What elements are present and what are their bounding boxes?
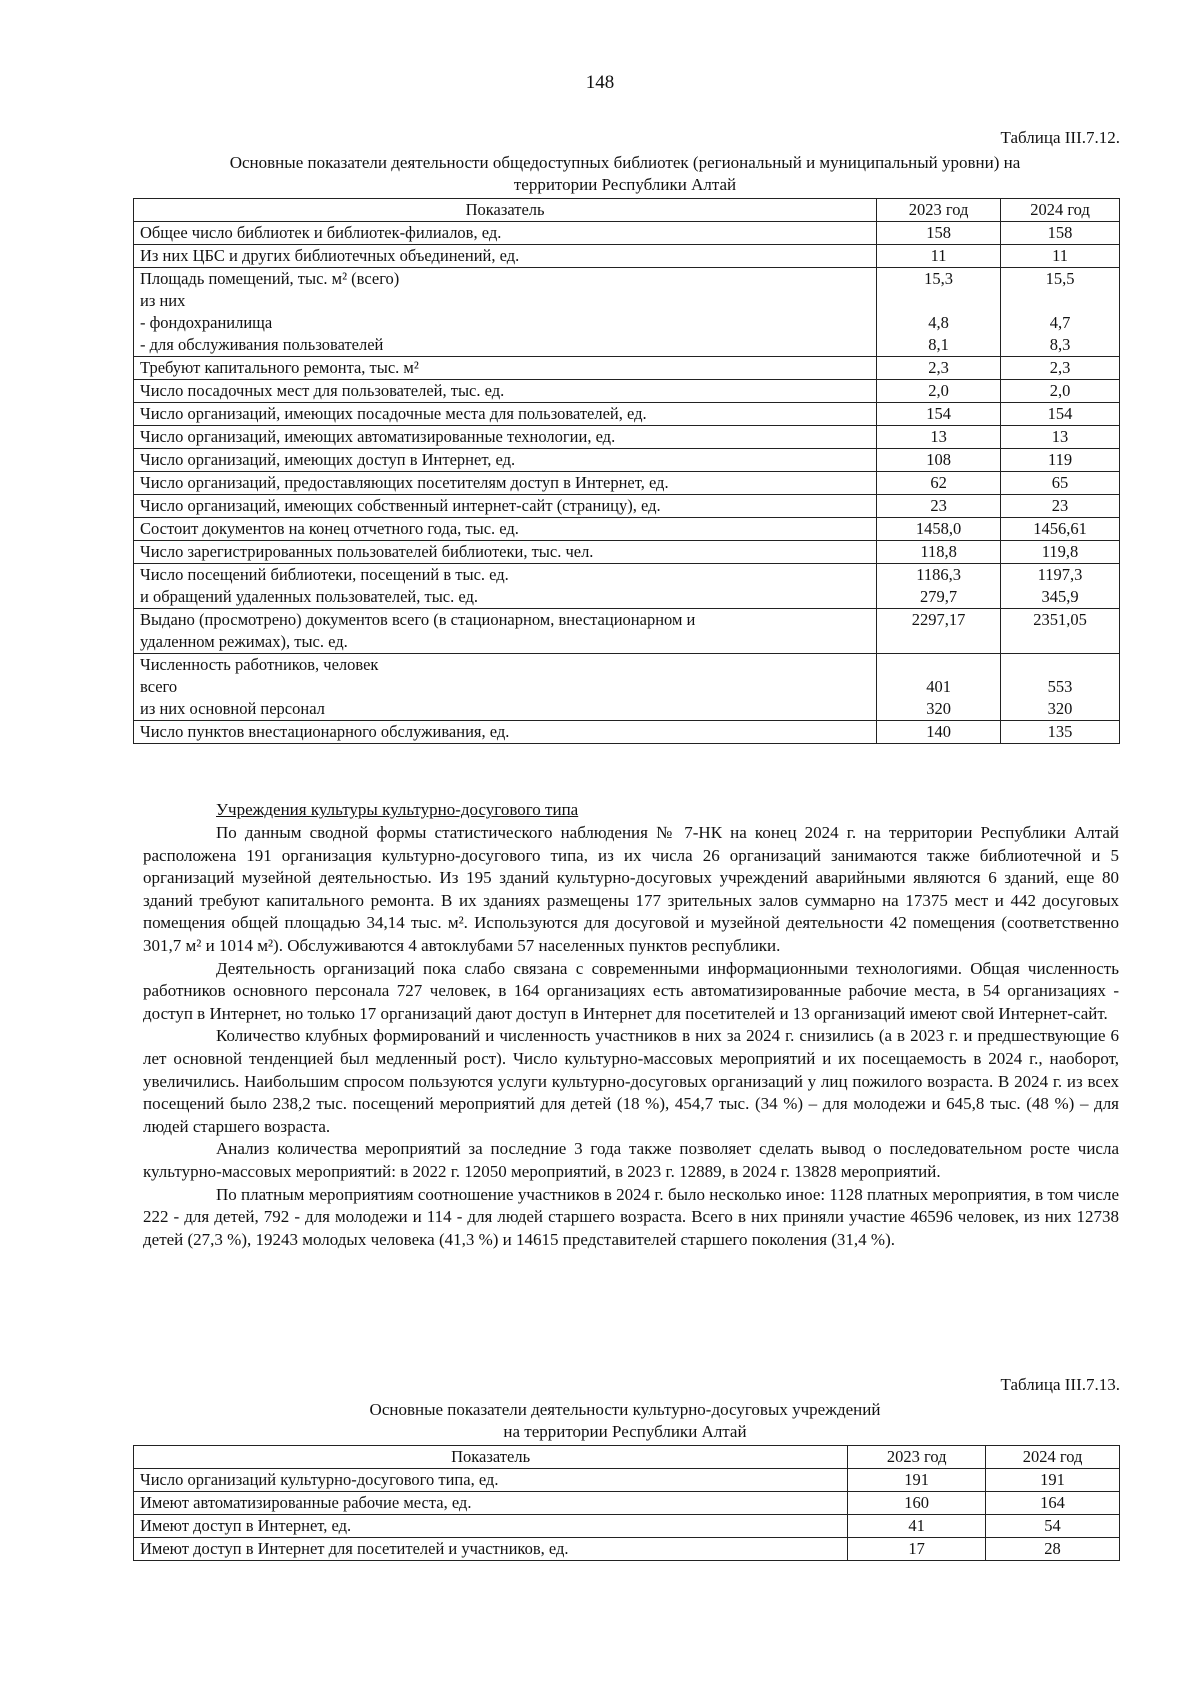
table-row xyxy=(134,1538,1120,1561)
table-row xyxy=(134,721,1120,744)
value-2023: 191 xyxy=(848,1469,986,1492)
paragraph: Количество клубных формирований и численность участников в них за 2024 г. снизились (а в 2023 г. и предшествующие 6 лет основной тенденцией был медленный рост). Число культурно-массовых мероприятий и их посещаемость в 2024 г., наоборот, увеличились. Наибольшим спросом пользуются услуги культурно-досуговых организаций у лиц пожилого возраста. В 2024 г. из всех посещений было 238,2 тыс. посещений мероприятий для детей (18 %), 454,7 тыс. (34 %) – для молодежи и 645,8 тыс. (48 %) – для людей старшего возраста. xyxy=(143,1026,1119,1136)
section-heading: Учреждения культуры культурно-досугового типа xyxy=(216,800,579,819)
table-row xyxy=(134,654,1120,721)
row-label: Число организаций, имеющих посадочные места для пользователей, ед. xyxy=(134,403,877,426)
value: 279,7 xyxy=(920,587,958,606)
value-2023: 140 xyxy=(877,721,1001,744)
value-2023: 118,8 xyxy=(877,541,1001,564)
row-label: Имеют доступ в Интернет для посетителей и участников, ед. xyxy=(134,1538,848,1561)
header-2023: 2023 год xyxy=(848,1446,986,1469)
value-2024: 23 xyxy=(1001,495,1120,518)
paragraph: Деятельность организаций пока слабо связана с современными информационными технологиями. Общая численность работников основного персонала 727 человек, в 164 организациях есть автоматизированные рабочие места, в 54 организациях - доступ в Интернет, но только 17 организаций дают доступ в Интернет для посетителей и 13 организаций имеют свой Интернет-сайт. xyxy=(143,958,1119,1023)
row-label: Число организаций, предоставляющих посетителям доступ в Интернет, ед. xyxy=(134,472,877,495)
libraries-table xyxy=(133,198,1120,744)
value-2023: 62 xyxy=(877,472,1001,495)
value-2024 xyxy=(1001,564,1120,609)
body-text xyxy=(143,822,1119,1251)
value-2023: 154 xyxy=(877,403,1001,426)
row-label: Число посадочных мест для пользователей, тыс. ед. xyxy=(134,380,877,403)
value-2023: 108 xyxy=(877,449,1001,472)
value-2023 xyxy=(877,268,1001,357)
value-2023: 41 xyxy=(848,1515,986,1538)
row-label: Состоит документов на конец отчетного года, тыс. ед. xyxy=(134,518,877,541)
row-label: Число организаций культурно-досугового типа, ед. xyxy=(134,1469,848,1492)
value-2024: 158 xyxy=(1001,222,1120,245)
table-row xyxy=(134,426,1120,449)
value: 1197,3 xyxy=(1037,565,1083,584)
table-row xyxy=(134,403,1120,426)
row-label-sub: - фондохранилища xyxy=(140,313,273,332)
value: 320 xyxy=(926,699,951,718)
table-row xyxy=(134,609,1120,654)
row-label xyxy=(134,268,877,357)
row-label-sub: - для обслуживания пользователей xyxy=(140,335,384,354)
table-row xyxy=(134,357,1120,380)
value-2024: 135 xyxy=(1001,721,1120,744)
value-2024: 13 xyxy=(1001,426,1120,449)
row-label-sub: и обращений удаленных пользователей, тыс. ед. xyxy=(140,587,479,606)
value-2024: 2,0 xyxy=(1001,380,1120,403)
row-label-sub: из них xyxy=(140,291,186,310)
value-2024: 191 xyxy=(986,1469,1120,1492)
value: 4,8 xyxy=(928,313,949,332)
value-2024: 1456,61 xyxy=(1001,518,1120,541)
row-label-sub: всего xyxy=(140,677,178,696)
table-row xyxy=(134,1515,1120,1538)
value-2023: 11 xyxy=(877,245,1001,268)
paragraph: По платным мероприятиям соотношение участников в 2024 г. было несколько иное: 1128 платных мероприятия, в том числе 222 - для детей, 792 - для молодежи и 114 - для людей старшего возраста. Всего в них приняли участие 46596 человек, из них 12738 детей (27,3 %), 19243 молодых человека (41,3 %) и 14615 представителей старшего поколения (31,4 %). xyxy=(143,1184,1119,1249)
table-header-row xyxy=(134,1446,1120,1469)
value: 1186,3 xyxy=(916,565,961,584)
value-2023: 13 xyxy=(877,426,1001,449)
row-label: Имеют доступ в Интернет, ед. xyxy=(134,1515,848,1538)
row-label-main: Выдано (просмотрено) документов всего (в стационарном, внестационарном и xyxy=(140,610,696,629)
value: 8,1 xyxy=(928,335,949,354)
value-2023: 2,3 xyxy=(877,357,1001,380)
row-label-sub: из них основной персонал xyxy=(140,699,325,718)
table-row xyxy=(134,472,1120,495)
paragraph: Анализ количества мероприятий за последние 3 года также позволяет сделать вывод о последовательном росте числа культурно-массовых мероприятий: в 2022 г. 12050 мероприятий, в 2023 г. 12889, в 2024 г. 13828 мероприятий. xyxy=(143,1139,1119,1181)
value-2024: 2351,05 xyxy=(1001,609,1120,654)
table-row xyxy=(134,541,1120,564)
row-label xyxy=(134,564,877,609)
header-indicator: Показатель xyxy=(134,1446,848,1469)
table-row xyxy=(134,518,1120,541)
value-2023: 17 xyxy=(848,1538,986,1561)
cultural-institutions-table xyxy=(133,1445,1120,1561)
value: 4,7 xyxy=(1049,313,1071,332)
value-2024: 65 xyxy=(1001,472,1120,495)
header-2024: 2024 год xyxy=(1001,199,1120,222)
value-2024: 2,3 xyxy=(1001,357,1120,380)
table-row xyxy=(134,268,1120,357)
row-label: Имеют автоматизированные рабочие места, ед. xyxy=(134,1492,848,1515)
value-2023: 23 xyxy=(877,495,1001,518)
table-2-title xyxy=(130,1399,1120,1443)
value-2023: 160 xyxy=(848,1492,986,1515)
value-2024: 54 xyxy=(986,1515,1120,1538)
value-2024: 119 xyxy=(1001,449,1120,472)
table-1-label: Таблица III.7.12. xyxy=(1000,128,1120,147)
row-label-main: Число посещений библиотеки, посещений в тыс. ед. xyxy=(140,565,509,584)
row-label-main: Численность работников, человек xyxy=(140,655,379,674)
row-label-sub: удаленном режимах), тыс. ед. xyxy=(140,632,348,651)
row-label: Требуют капитального ремонта, тыс. м² xyxy=(134,357,877,380)
value-2024 xyxy=(1001,654,1120,721)
value-2023: 1458,0 xyxy=(877,518,1001,541)
value-2023: 2297,17 xyxy=(877,609,1001,654)
value: 8,3 xyxy=(1049,335,1071,354)
table-row xyxy=(134,449,1120,472)
row-label xyxy=(134,654,877,721)
row-label: Число пунктов внестационарного обслуживания, ед. xyxy=(134,721,877,744)
row-label xyxy=(134,609,877,654)
table-row xyxy=(134,380,1120,403)
row-label: Число организаций, имеющих автоматизированные технологии, ед. xyxy=(134,426,877,449)
value: 401 xyxy=(926,677,951,696)
row-label: Число зарегистрированных пользователей библиотеки, тыс. чел. xyxy=(134,541,877,564)
value-2023: 2,0 xyxy=(877,380,1001,403)
header-2024: 2024 год xyxy=(986,1446,1120,1469)
paragraph: По данным сводной формы статистического наблюдения № 7-НК на конец 2024 г. на территории Республики Алтай расположена 191 организация культурно-досугового типа, из их числа 26 организаций занимаются также библиотечной и 5 организаций музейной деятельностью. Из 195 зданий культурно-досуговых учреждений аварийными являются 6 зданий, еще 80 зданий требуют капитального ремонта. В их зданиях размещены 177 зрительных залов суммарно на 17375 мест и 442 досуговых помещения общей площадью 34,14 тыс. м². Используются для досуговой и музейной деятельности 42 помещения (соответственно 301,7 м² и 1014 м²). Обслуживаются 4 автоклубами 57 населенных пунктов республики. xyxy=(143,823,1119,955)
value: 15,5 xyxy=(1045,269,1075,288)
value-2023 xyxy=(877,564,1001,609)
value-2024 xyxy=(1001,268,1120,357)
value-2024: 154 xyxy=(1001,403,1120,426)
header-indicator: Показатель xyxy=(134,199,877,222)
header-2023: 2023 год xyxy=(877,199,1001,222)
row-label-main: Площадь помещений, тыс. м² (всего) xyxy=(140,269,400,288)
table-row xyxy=(134,222,1120,245)
table-row xyxy=(134,564,1120,609)
table-2-title-line-2: на территории Республики Алтай xyxy=(503,1422,747,1441)
row-label: Число организаций, имеющих доступ в Интернет, ед. xyxy=(134,449,877,472)
row-label: Общее число библиотек и библиотек-филиалов, ед. xyxy=(134,222,877,245)
value-2023: 158 xyxy=(877,222,1001,245)
table-1-title-line-1: Основные показатели деятельности общедоступных библиотек (региональный и муниципальный уровни) на xyxy=(229,153,1021,172)
table-row xyxy=(134,1492,1120,1515)
row-label: Из них ЦБС и других библиотечных объединений, ед. xyxy=(134,245,877,268)
value: 553 xyxy=(1047,677,1073,696)
value-2023 xyxy=(877,654,1001,721)
table-header-row xyxy=(134,199,1120,222)
table-2-title-line-1: Основные показатели деятельности культурно-досуговых учреждений xyxy=(369,1400,881,1419)
table-1-title xyxy=(130,152,1120,196)
value: 345,9 xyxy=(1041,587,1079,606)
table-row xyxy=(134,495,1120,518)
table-2-label: Таблица III.7.13. xyxy=(1000,1375,1120,1394)
page-number: 148 xyxy=(585,72,615,93)
value: 15,3 xyxy=(924,269,954,288)
row-label: Число организаций, имеющих собственный интернет-сайт (страницу), ед. xyxy=(134,495,877,518)
value-2024: 11 xyxy=(1001,245,1120,268)
value-2024: 164 xyxy=(986,1492,1120,1515)
table-row xyxy=(134,1469,1120,1492)
value-2024: 119,8 xyxy=(1001,541,1120,564)
value-2024: 28 xyxy=(986,1538,1120,1561)
table-1-title-line-2: территории Республики Алтай xyxy=(513,175,737,194)
table-row xyxy=(134,245,1120,268)
value: 320 xyxy=(1047,699,1073,718)
